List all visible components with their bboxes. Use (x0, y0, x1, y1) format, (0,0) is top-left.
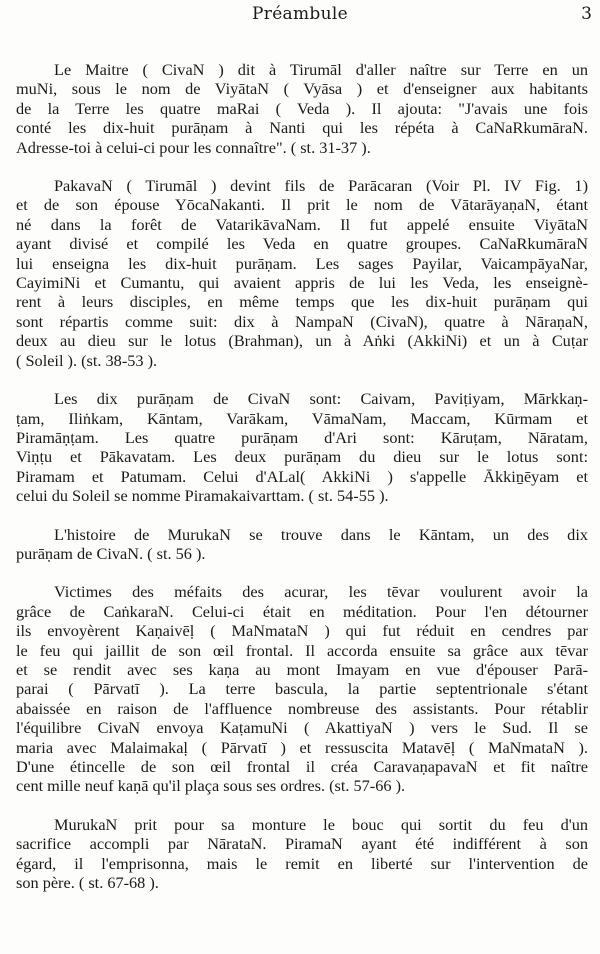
text-line: conté les dix-huit purāṇam à Nanti qui les répéta à CaNaRkumāraN. (16, 118, 588, 138)
paragraph (16, 525, 588, 564)
text-line: celui du Soleil se nomme Piramakaivarttam. ( st. 54-55 ). (16, 486, 389, 506)
text-line: CayimiNi et Cumantu, qui avaient appris de lui les Veda, les enseignè- (16, 273, 588, 293)
paragraph (16, 176, 588, 370)
text-line: sont répartis comme suit: dix à NampaN (CivaN), quatre à NāraṇaN, (16, 311, 588, 331)
text-line: maria avec Malaimakaḷ ( Pārvatī ) et ressuscita Matavēḷ ( MaNmataN ). (16, 737, 588, 757)
text-line: ( Soleil ). (st. 38-53 ). (16, 350, 158, 370)
paragraph (16, 60, 588, 157)
text-line: MurukaN prit pour sa monture le bouc qui sortit du feu d'un (54, 814, 588, 834)
text-line: parai ( Pārvatī ). La terre bascula, la partie septentrionale s'étant (16, 679, 588, 699)
text-line: Victimes des méfaits des acurar, les tēvar voulurent avoir la (54, 582, 588, 602)
text-line: Viṇṭu et Pākavatam. Les deux purāṇam du dieu sur le lotus sont: (16, 447, 588, 467)
page-number: 3 (581, 4, 592, 24)
running-title: Préambule (252, 4, 348, 24)
text-line: Piramam et Patumam. Celui d'ALal( AkkiNi ) s'appelle Ākkiṉēyam et (16, 466, 588, 486)
text-line: Piramāṇṭam. Les quatre purāṇam d'Ari sont: Kāruṭam, Nāratam, (16, 427, 588, 447)
text-line: l'équilibre CivaN envoya KaṭamuNi ( AkattiyaN ) vers le Sud. Il se (16, 718, 588, 738)
text-line: Adresse-toi à celui-ci pour les connaître". ( st. 31-37 ). (16, 137, 371, 157)
text-line: son père. ( st. 67-68 ). (16, 873, 159, 893)
text-line: muNi, sous le nom de ViyātaN ( Vyāsa ) et d'enseigner aux habitants (16, 79, 588, 99)
text-line: de la Terre les quatre maRai ( Veda ). Il ajouta: "J'avais une fois (16, 98, 588, 118)
text-line: abaissée en raison de l'affluence nombreuse des assistants. Pour rétablir (16, 698, 588, 718)
text-line: purāṇam de CivaN. ( st. 56 ). (16, 543, 206, 563)
text-line: le feu qui jaillit de son œil frontal. Il accorda ensuite sa grâce aux tēvar (16, 640, 588, 660)
text-line: sacrifice accompli par NārataN. PiramaN ayant été indifférent à son (16, 834, 588, 854)
paragraph (16, 389, 588, 505)
text-line: cent mille neuf kaṇā qu'il plaça sous ses ordres. (st. 57-66 ). (16, 776, 406, 796)
text-line: égard, il l'emprisonna, mais le remit en liberté sur l'intervention de (16, 853, 588, 873)
text-line: ils envoyèrent Kaṇaivēḷ ( MaNmataN ) qui fut réduit en cendres par (16, 621, 588, 641)
text-line: et se rendit avec ses kaṇa au mont Imayam en vue d'épouser Parā- (16, 659, 588, 679)
paragraph (16, 815, 588, 893)
body-text (16, 60, 588, 911)
text-line: D'une étincelle de son œil frontal il créa CaravaṇapavaN et fit naître (16, 757, 588, 776)
text-line: lui enseigna les dix-huit purāṇam. Les sages Payilar, VaicampāyaNar, (16, 253, 588, 273)
text-line: né dans la forêt de VatarikāvaNam. Il fut appelé ensuite ViyātaN (16, 214, 588, 234)
text-line: Le Maitre ( CivaN ) dit à Tirumāl d'aller naître sur Terre en un (54, 60, 588, 79)
text-line: deux au dieu sur le lotus (Brahman), un à Aṅki (AkkiNi) et un à Cuṭar (16, 331, 588, 351)
text-line: ayant divisé et compilé les Veda en quatre groupes. CaNaRkumāraN (16, 234, 588, 254)
paragraph (16, 582, 588, 795)
text-line: PakavaN ( Tirumāl ) devint fils de Parācaran (Voir Pl. IV Fig. 1) (54, 176, 588, 196)
text-line: Les dix purāṇam de CivaN sont: Caivam, Paviṭiyam, Mārkkaṇ- (54, 389, 588, 409)
text-line: et de son épouse YōcaNakanti. Il prit le nom de VātarāyaṇaN, étant (16, 195, 588, 215)
text-line: L'histoire de MurukaN se trouve dans le Kāntam, un des dix (54, 524, 588, 544)
running-header (0, 4, 600, 26)
text-line: ṭam, Iliṅkam, Kāntam, Varākam, VāmaNam, Maccam, Kūrmam et (16, 408, 588, 428)
text-line: grâce de CaṅkaraN. Celui-ci était en méditation. Pour l'en détourner (16, 601, 588, 621)
text-line: rent à leurs disciples, en même temps que les dix-huit purāṇam qui (16, 292, 588, 312)
